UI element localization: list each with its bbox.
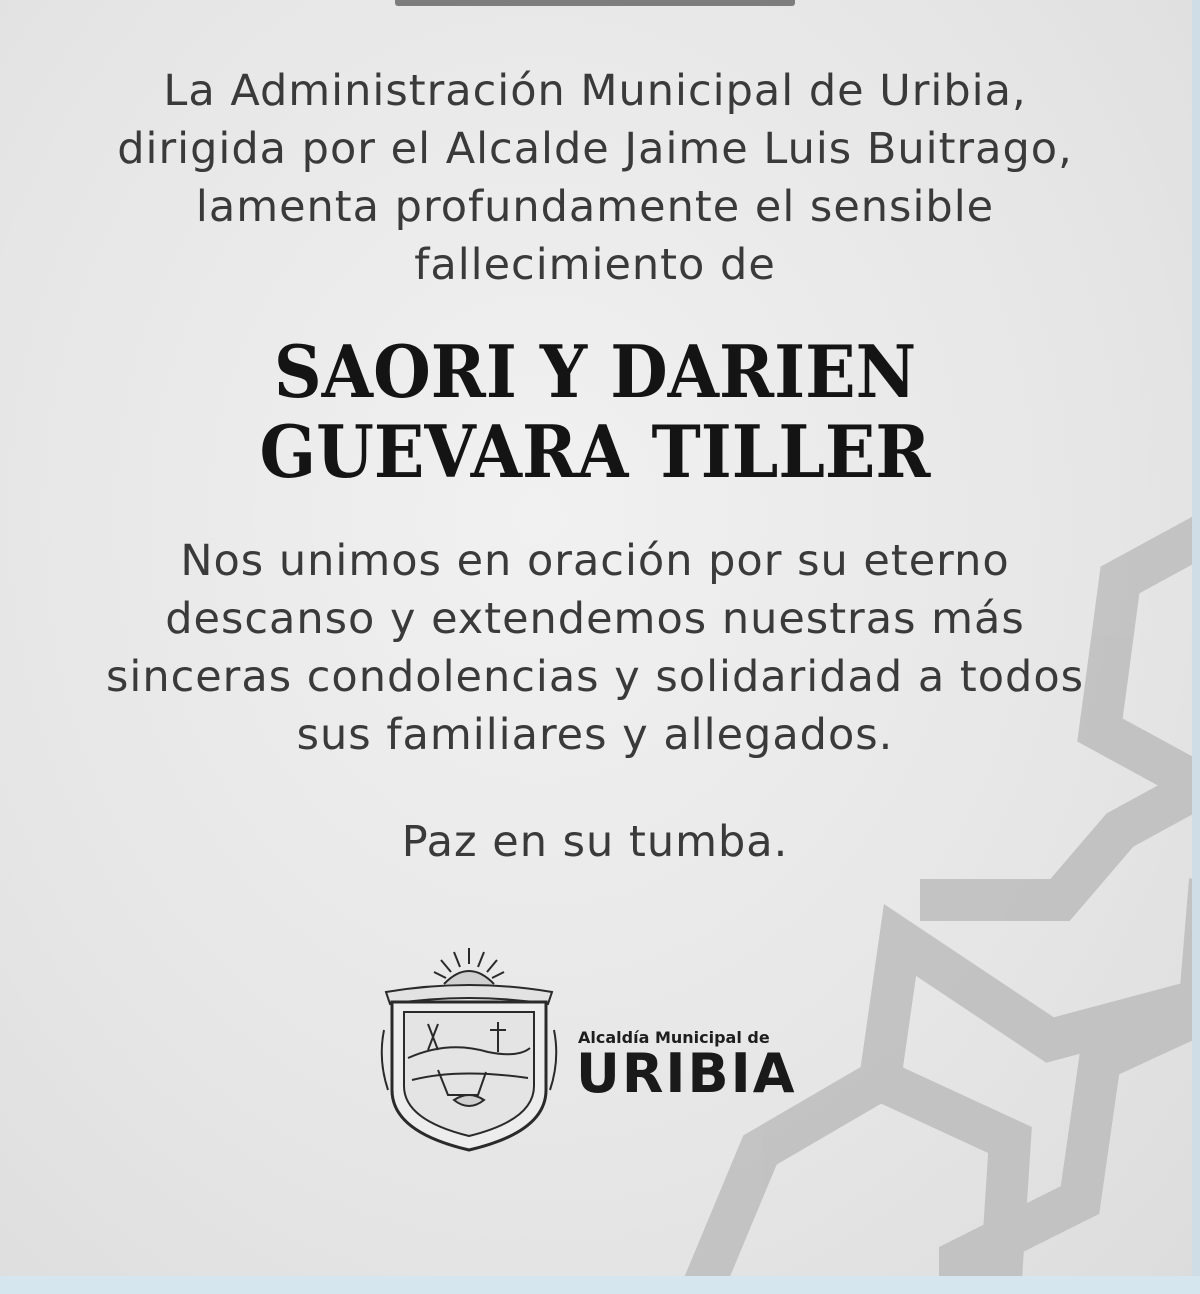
bottom-edge-strip (0, 1276, 1200, 1294)
name-line-1: SAORI Y DARIEN (273, 329, 917, 414)
municipal-logo (378, 940, 818, 1155)
condolence-message: Nos unimos en oración por su eterno descanso y extendemos nuestras más sinceras condolencias y solidaridad a todos sus familiares y allegados. (105, 536, 1085, 760)
municipal-seal-icon (378, 940, 560, 1155)
right-edge-strip (1192, 0, 1200, 1294)
logo-title: URIBIA (576, 1042, 797, 1105)
intro-text: La Administración Municipal de Uribia, dirigida por el Alcalde Jaime Luis Buitrago, lamenta profundamente el sensible fallecimiento de (117, 66, 1073, 290)
deceased-names (121, 329, 1069, 494)
closing-text: Paz en su tumba. (401, 817, 789, 867)
top-frame-bar (395, 0, 795, 6)
name-line-2: GUEVARA TILLER (259, 409, 931, 494)
logo-subtitle: Alcaldía Municipal de (578, 1028, 770, 1047)
